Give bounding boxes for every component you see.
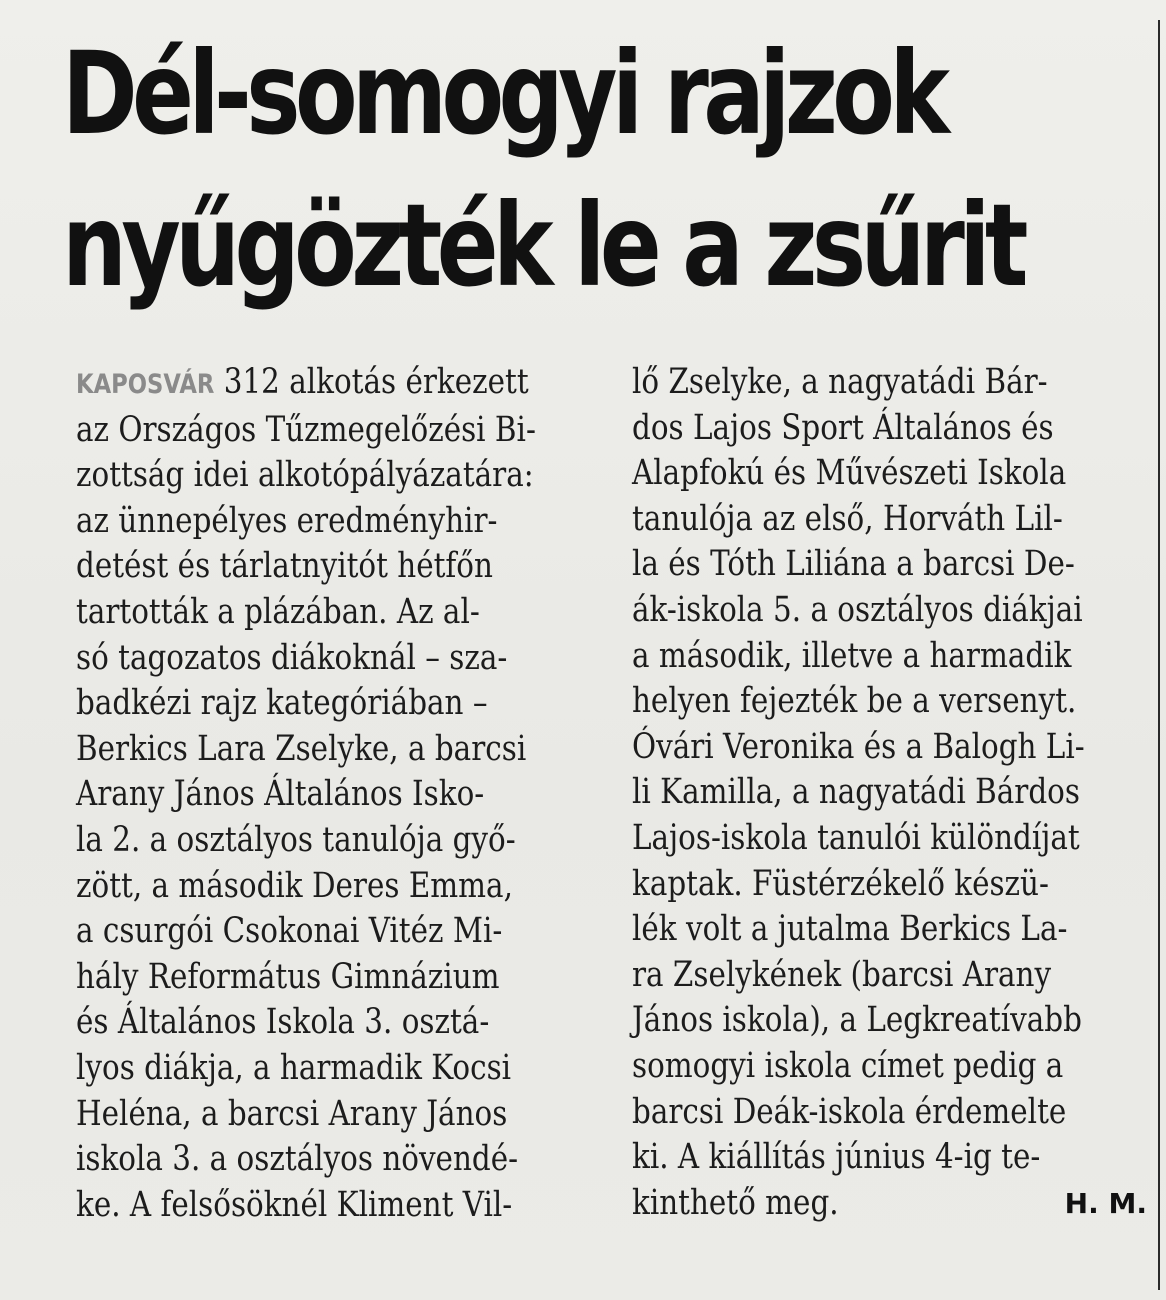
body-line: barcsi Deák-iskola érdemelte xyxy=(632,1091,1067,1132)
body-line: tanulója az első, Horváth Lil- xyxy=(632,498,1063,539)
body-line: só tagozatos diákoknál – sza- xyxy=(76,637,508,678)
body-line: és Általános Iskola 3. osztá- xyxy=(76,1002,490,1043)
dateline: KAPOSVÁR xyxy=(76,369,215,400)
body-line: ra Zselykének (barcsi Arany xyxy=(632,954,1052,995)
body-line: a csurgói Csokonai Vitéz Mi- xyxy=(76,911,503,952)
body-line: a második, illetve a harmadik xyxy=(632,635,1072,676)
left-column xyxy=(76,360,596,1228)
body-line: iskola 3. a osztályos növendé- xyxy=(76,1139,519,1180)
body-line: somogyi iskola címet pedig a xyxy=(632,1045,1064,1086)
right-column xyxy=(632,360,1147,1226)
body-line: Berkics Lara Zselyke, a barcsi xyxy=(76,728,527,769)
body-line: ák-iskola 5. a osztályos diákjai xyxy=(632,589,1083,630)
body-line: tartották a plázában. Az al- xyxy=(76,591,480,632)
body-line xyxy=(76,360,529,408)
body-line: kaptak. Füstérzékelő készü- xyxy=(632,863,1049,904)
body-line: badkézi rajz kategóriában – xyxy=(76,683,488,724)
headline xyxy=(62,18,1023,322)
author-signature: H. M. xyxy=(1064,1186,1147,1220)
body-line: Alapfokú és Művészeti Iskola xyxy=(632,453,1067,494)
body-text: 312 alkotás érkezett xyxy=(223,362,529,402)
last-line-row xyxy=(632,1181,1147,1227)
body-line: la 2. a osztályos tanulója győ- xyxy=(76,819,516,860)
headline-line-1: Dél-somogyi rajzok xyxy=(62,27,945,160)
body-line: lyos diákja, a harmadik Kocsi xyxy=(76,1047,512,1088)
column-rule xyxy=(1158,20,1160,1290)
body-line: Arany János Általános Isko- xyxy=(76,774,485,815)
body-line: ke. A felsősöknél Kliment Vil- xyxy=(76,1184,513,1225)
body-line: János iskola), a Legkreatívabb xyxy=(632,1000,1082,1041)
body-line: az ünnepélyes eredményhir- xyxy=(76,500,498,541)
body-line: kinthető meg. xyxy=(632,1182,839,1223)
body-line: detést és tárlatnyitót hétfőn xyxy=(76,546,493,587)
body-line: lék volt a jutalma Berkics La- xyxy=(632,909,1068,950)
body-line: zottság idei alkotópályázatára: xyxy=(76,455,534,496)
body-line: Lajos-iskola tanulói különdíjat xyxy=(632,817,1080,858)
body-line: zött, a második Deres Emma, xyxy=(76,865,513,906)
body-line: helyen fejezték be a versenyt. xyxy=(632,681,1077,722)
body-line: hály Református Gimnázium xyxy=(76,956,500,997)
body-line: Óvári Veronika és a Balogh Li- xyxy=(632,726,1085,767)
body-line: li Kamilla, a nagyatádi Bárdos xyxy=(632,772,1080,813)
body-line: la és Tóth Liliána a barcsi De- xyxy=(632,544,1075,585)
body-line: lő Zselyke, a nagyatádi Bár- xyxy=(632,362,1048,402)
body-line: ki. A kiállítás június 4-ig te- xyxy=(632,1137,1041,1178)
body-line: dos Lajos Sport Általános és xyxy=(632,407,1054,448)
body-line: az Országos Tűzmegelőzési Bi- xyxy=(76,409,536,450)
headline-line-2: nyűgözték le a zsűrit xyxy=(62,179,1023,312)
body-line: Heléna, a barcsi Arany János xyxy=(76,1093,508,1134)
